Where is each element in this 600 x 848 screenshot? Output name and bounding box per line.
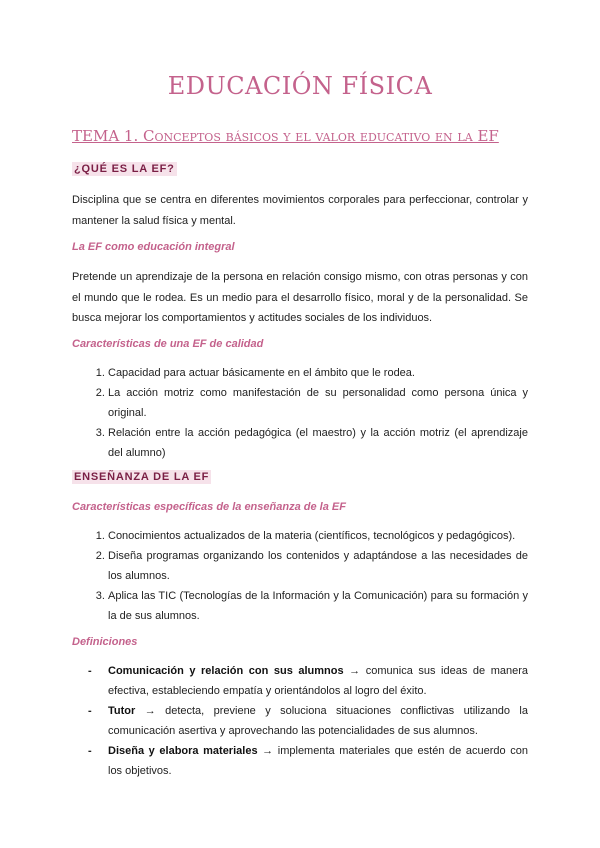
definition-text: → detecta, previene y soluciona situaciones conflictivas utilizando la comunicación asertiva y aprovechando las potencialidades de sus alumnos.: [108, 705, 528, 737]
dash-bullet-icon: -: [88, 745, 92, 757]
document-title: EDUCACIÓN FÍSICA: [167, 72, 433, 100]
definition-item: [88, 741, 528, 781]
list-item: 3. Relación entre la acción pedagógica (el maestro) y la acción motriz (el aprendizaje del alumno): [108, 423, 528, 463]
definition-term: Comunicación y relación con sus alumnos: [108, 665, 344, 677]
list-item: 1. Conocimientos actualizados de la materia (científicos, tecnológicos y pedagógicos).: [108, 526, 528, 546]
list-calidad: [72, 363, 528, 463]
list-item: 3. Aplica las TIC (Tecnologías de la Información y la Comunicación) para su formación y la de sus alumnos.: [108, 586, 528, 626]
definition-term: Tutor: [108, 705, 136, 717]
paragraph-integral: Pretende un aprendizaje de la persona en relación consigo mismo, con otras personas y con el mundo que le rodea. Es un medio para el desarrollo físico, moral y de la personalidad. Se busca mejorar los comportamientos y actitudes sociales de los individuos.: [72, 271, 528, 324]
list-definiciones: [72, 661, 528, 781]
subheading-integral: La EF como educación integral: [72, 241, 235, 253]
subheading-definiciones: Definiciones: [72, 636, 138, 648]
definition-text: → implementa materiales que estén de acuerdo con los objetivos.: [108, 745, 528, 777]
paragraph-que-es: Disciplina que se centra en diferentes movimientos corporales para perfeccionar, controlar y mantener la salud física y mental.: [72, 194, 528, 227]
subheading-calidad: Características de una EF de calidad: [72, 338, 264, 350]
subheading-especificas: Características específicas de la enseñanza de la EF: [72, 501, 346, 513]
topic-heading: TEMA 1. Conceptos básicos y el valor educativo en la EF: [72, 127, 499, 145]
dash-bullet-icon: -: [88, 665, 92, 677]
section-heading-que-es: ¿QUÉ ES LA EF?: [74, 163, 175, 175]
definition-text: → comunica sus ideas de manera efectiva, estableciendo empatía y orientándolos al logro del éxito.: [108, 665, 528, 697]
list-item: 1. Capacidad para actuar básicamente en el ámbito que le rodea.: [108, 363, 528, 383]
list-especificas: [72, 526, 528, 626]
list-item: 2. La acción motriz como manifestación de su personalidad como persona única y original.: [108, 383, 528, 423]
section-heading-ensenanza: ENSEÑANZA DE LA EF: [74, 471, 210, 483]
dash-bullet-icon: -: [88, 705, 92, 717]
definition-term: Diseña y elabora materiales: [108, 745, 258, 757]
list-item: 2. Diseña programas organizando los contenidos y adaptándose a las necesidades de los alumnos.: [108, 546, 528, 586]
definition-item: [88, 701, 528, 741]
definition-item: [88, 661, 528, 701]
